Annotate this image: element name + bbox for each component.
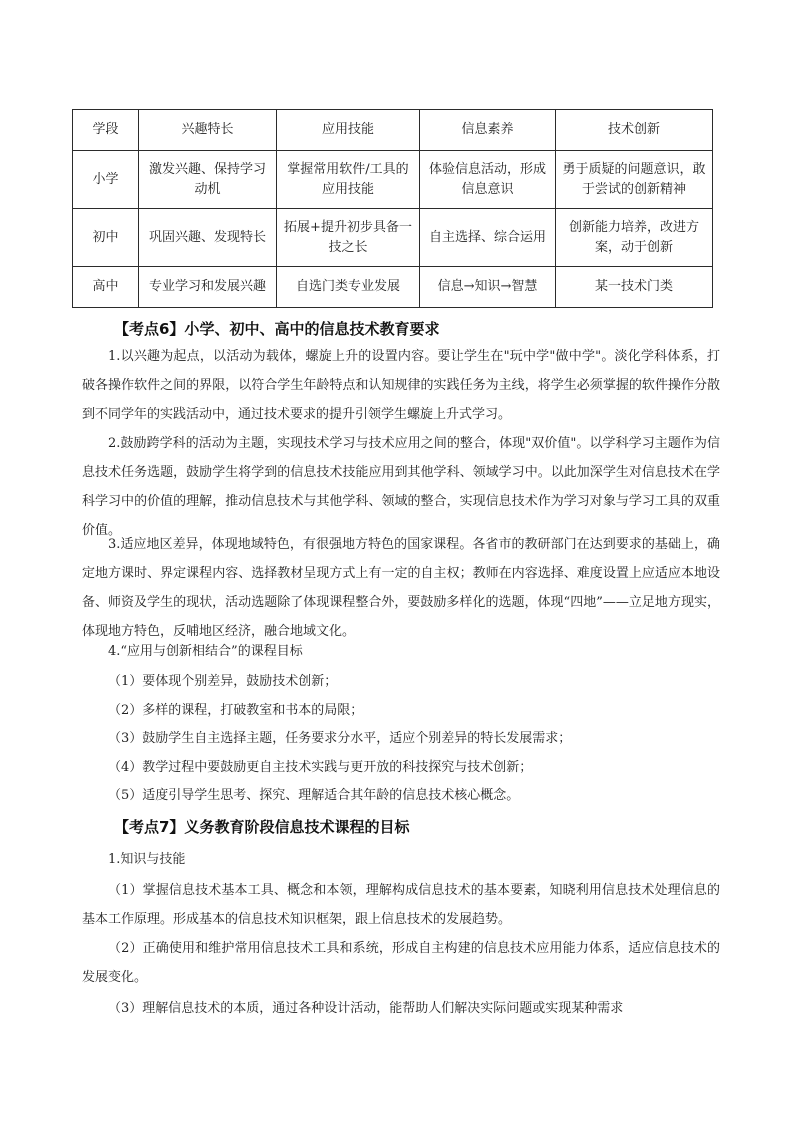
header-cell: 技术创新: [556, 110, 713, 151]
table-cell: 自主选择、综合运用: [420, 209, 556, 267]
table-cell: 体验信息活动，形成信息意识: [420, 151, 556, 209]
paragraph: 2.鼓励跨学科的活动为主题，实现技术学习与技术应用之间的整合，体现"双价值"。以学科学习主题作为信息技术任务选题，鼓励学生将学到的信息技术技能应用到其他学科、领域学习中。以此加深学生对信息技术在学科学习中的价值的理解，推动信息技术与其他学科、领域的整合，实现信息技术作为学习对象与学习工具的双重价值。: [82, 436, 720, 538]
list-item: （1）要体现个别差异，鼓励技术创新；: [108, 674, 338, 689]
table-cell: 信息→知识→智慧: [420, 267, 556, 308]
table-row: [73, 151, 713, 209]
table-cell: 自选门类专业发展: [277, 267, 420, 308]
table-cell: 拓展+提升初步具备一技之长: [277, 209, 420, 267]
paragraph: 4.“应用与创新相结合”的课程目标: [108, 644, 303, 659]
table-cell: 掌握常用软件/工具的应用技能: [277, 151, 420, 209]
header-cell: 信息素养: [420, 110, 556, 151]
education-stage-table: [72, 109, 713, 308]
table-cell: 高中: [73, 267, 139, 308]
section-heading-6: 【考点6】小学、初中、高中的信息技术教育要求: [114, 320, 440, 338]
table-header-row: [73, 110, 713, 151]
table-cell: 激发兴趣、保持学习动机: [139, 151, 277, 209]
section-heading-7: 【考点7】义务教育阶段信息技术课程的目标: [114, 818, 410, 836]
header-cell: 兴趣特长: [139, 110, 277, 151]
list-item: （3）鼓励学生自主选择主题，任务要求分水平，适应个别差异的特长发展需求；: [108, 731, 572, 746]
list-item: （2）多样的课程，打破教室和书本的局限；: [108, 703, 364, 718]
paragraph: 3.适应地区差异，体现地域特色，有很强地方特色的国家课程。各省市的教研部门在达到要求的基础上，确定地方课时、界定课程内容、选择教材呈现方式上有一定的自主权；教师在内容选择、难度设置上应适应本地设备、师资及学生的现状，活动选题除了体现课程整合外，要鼓励多样化的选题，体现“四地”——立足地方现实，体现地方特色，反哺地区经济，融合地域文化。: [82, 537, 720, 639]
paragraph: （1）掌握信息技术基本工具、概念和本领，理解构成信息技术的基本要素，知晓利用信息技术处理信息的基本工作原理。形成基本的信息技术知识框架，跟上信息技术的发展趋势。: [82, 883, 720, 927]
paragraph: 1.知识与技能: [108, 852, 186, 867]
table-cell: 巩固兴趣、发现特长: [139, 209, 277, 267]
table-cell: 创新能力培养，改进方案，动于创新: [556, 209, 713, 267]
table-cell: 勇于质疑的问题意识，敢于尝试的创新精神: [556, 151, 713, 209]
table-cell: 某一技术门类: [556, 267, 713, 308]
table-row: [73, 267, 713, 308]
paragraph: 1.以兴趣为起点，以活动为载体，螺旋上升的设置内容。要让学生在"玩中学"做中学"。淡化学科体系，打破各操作软件之间的界限，以符合学生年龄特点和认知规律的实践任务为主线，将学生必须掌握的软件操作分散到不同学年的实践活动中，通过技术要求的提升引领学生螺旋上升式学习。: [82, 349, 720, 422]
table-cell: 小学: [73, 151, 139, 209]
table-row: [73, 209, 713, 267]
table-cell: 初中: [73, 209, 139, 267]
header-cell: 应用技能: [277, 110, 420, 151]
paragraph: （2）正确使用和维护常用信息技术工具和系统，形成自主构建的信息技术应用能力体系，适应信息技术的发展变化。: [82, 941, 720, 985]
list-item: （5）适度引导学生思考、探究、理解适合其年龄的信息技术核心概念。: [108, 788, 520, 803]
header-cell: 学段: [73, 110, 139, 151]
paragraph: （3）理解信息技术的本质，通过各种设计活动，能帮助人们解决实际问题或实现某种需求: [108, 1001, 624, 1016]
table-cell: 专业学习和发展兴趣: [139, 267, 277, 308]
list-item: （4）教学过程中要鼓励更自主技术实践与更开放的科技探究与技术创新；: [108, 760, 533, 775]
